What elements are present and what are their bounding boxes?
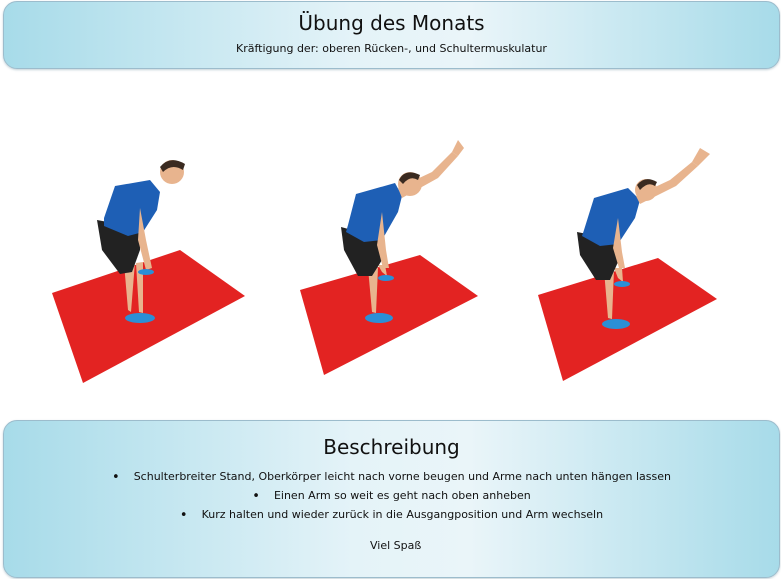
step-text: Schulterbreiter Stand, Oberkörper leicht nach vorne beugen und Arme nach unten hängen lassen [133,470,671,483]
bullet-icon: • [112,470,120,485]
list-item [4,467,779,486]
exercise-figure-raise-1 [300,140,478,375]
step-list [4,467,779,524]
list-item [4,505,779,524]
bullet-icon: • [179,508,188,523]
signoff-text: Viel Spaß [370,539,422,552]
bullet-icon: • [252,489,260,504]
step-text: Einen Arm so weit es geht nach oben anheben [273,489,531,502]
page-title: Übung des Monats [298,11,485,35]
header-banner [3,1,780,69]
exercise-illustration [0,100,781,400]
step-text: Kurz halten und wieder zurück in die Ausgangposition und Arm wechseln [201,508,604,521]
exercise-figure-start [52,160,245,383]
description-title: Beschreibung [323,435,460,459]
exercise-figure-raise-2 [538,148,717,381]
exercise-mat [538,258,717,381]
page-subtitle: Kräftigung der: oberen Rücken-, und Schultermuskulatur [236,42,547,55]
description-panel [3,420,780,578]
list-item [4,486,779,505]
